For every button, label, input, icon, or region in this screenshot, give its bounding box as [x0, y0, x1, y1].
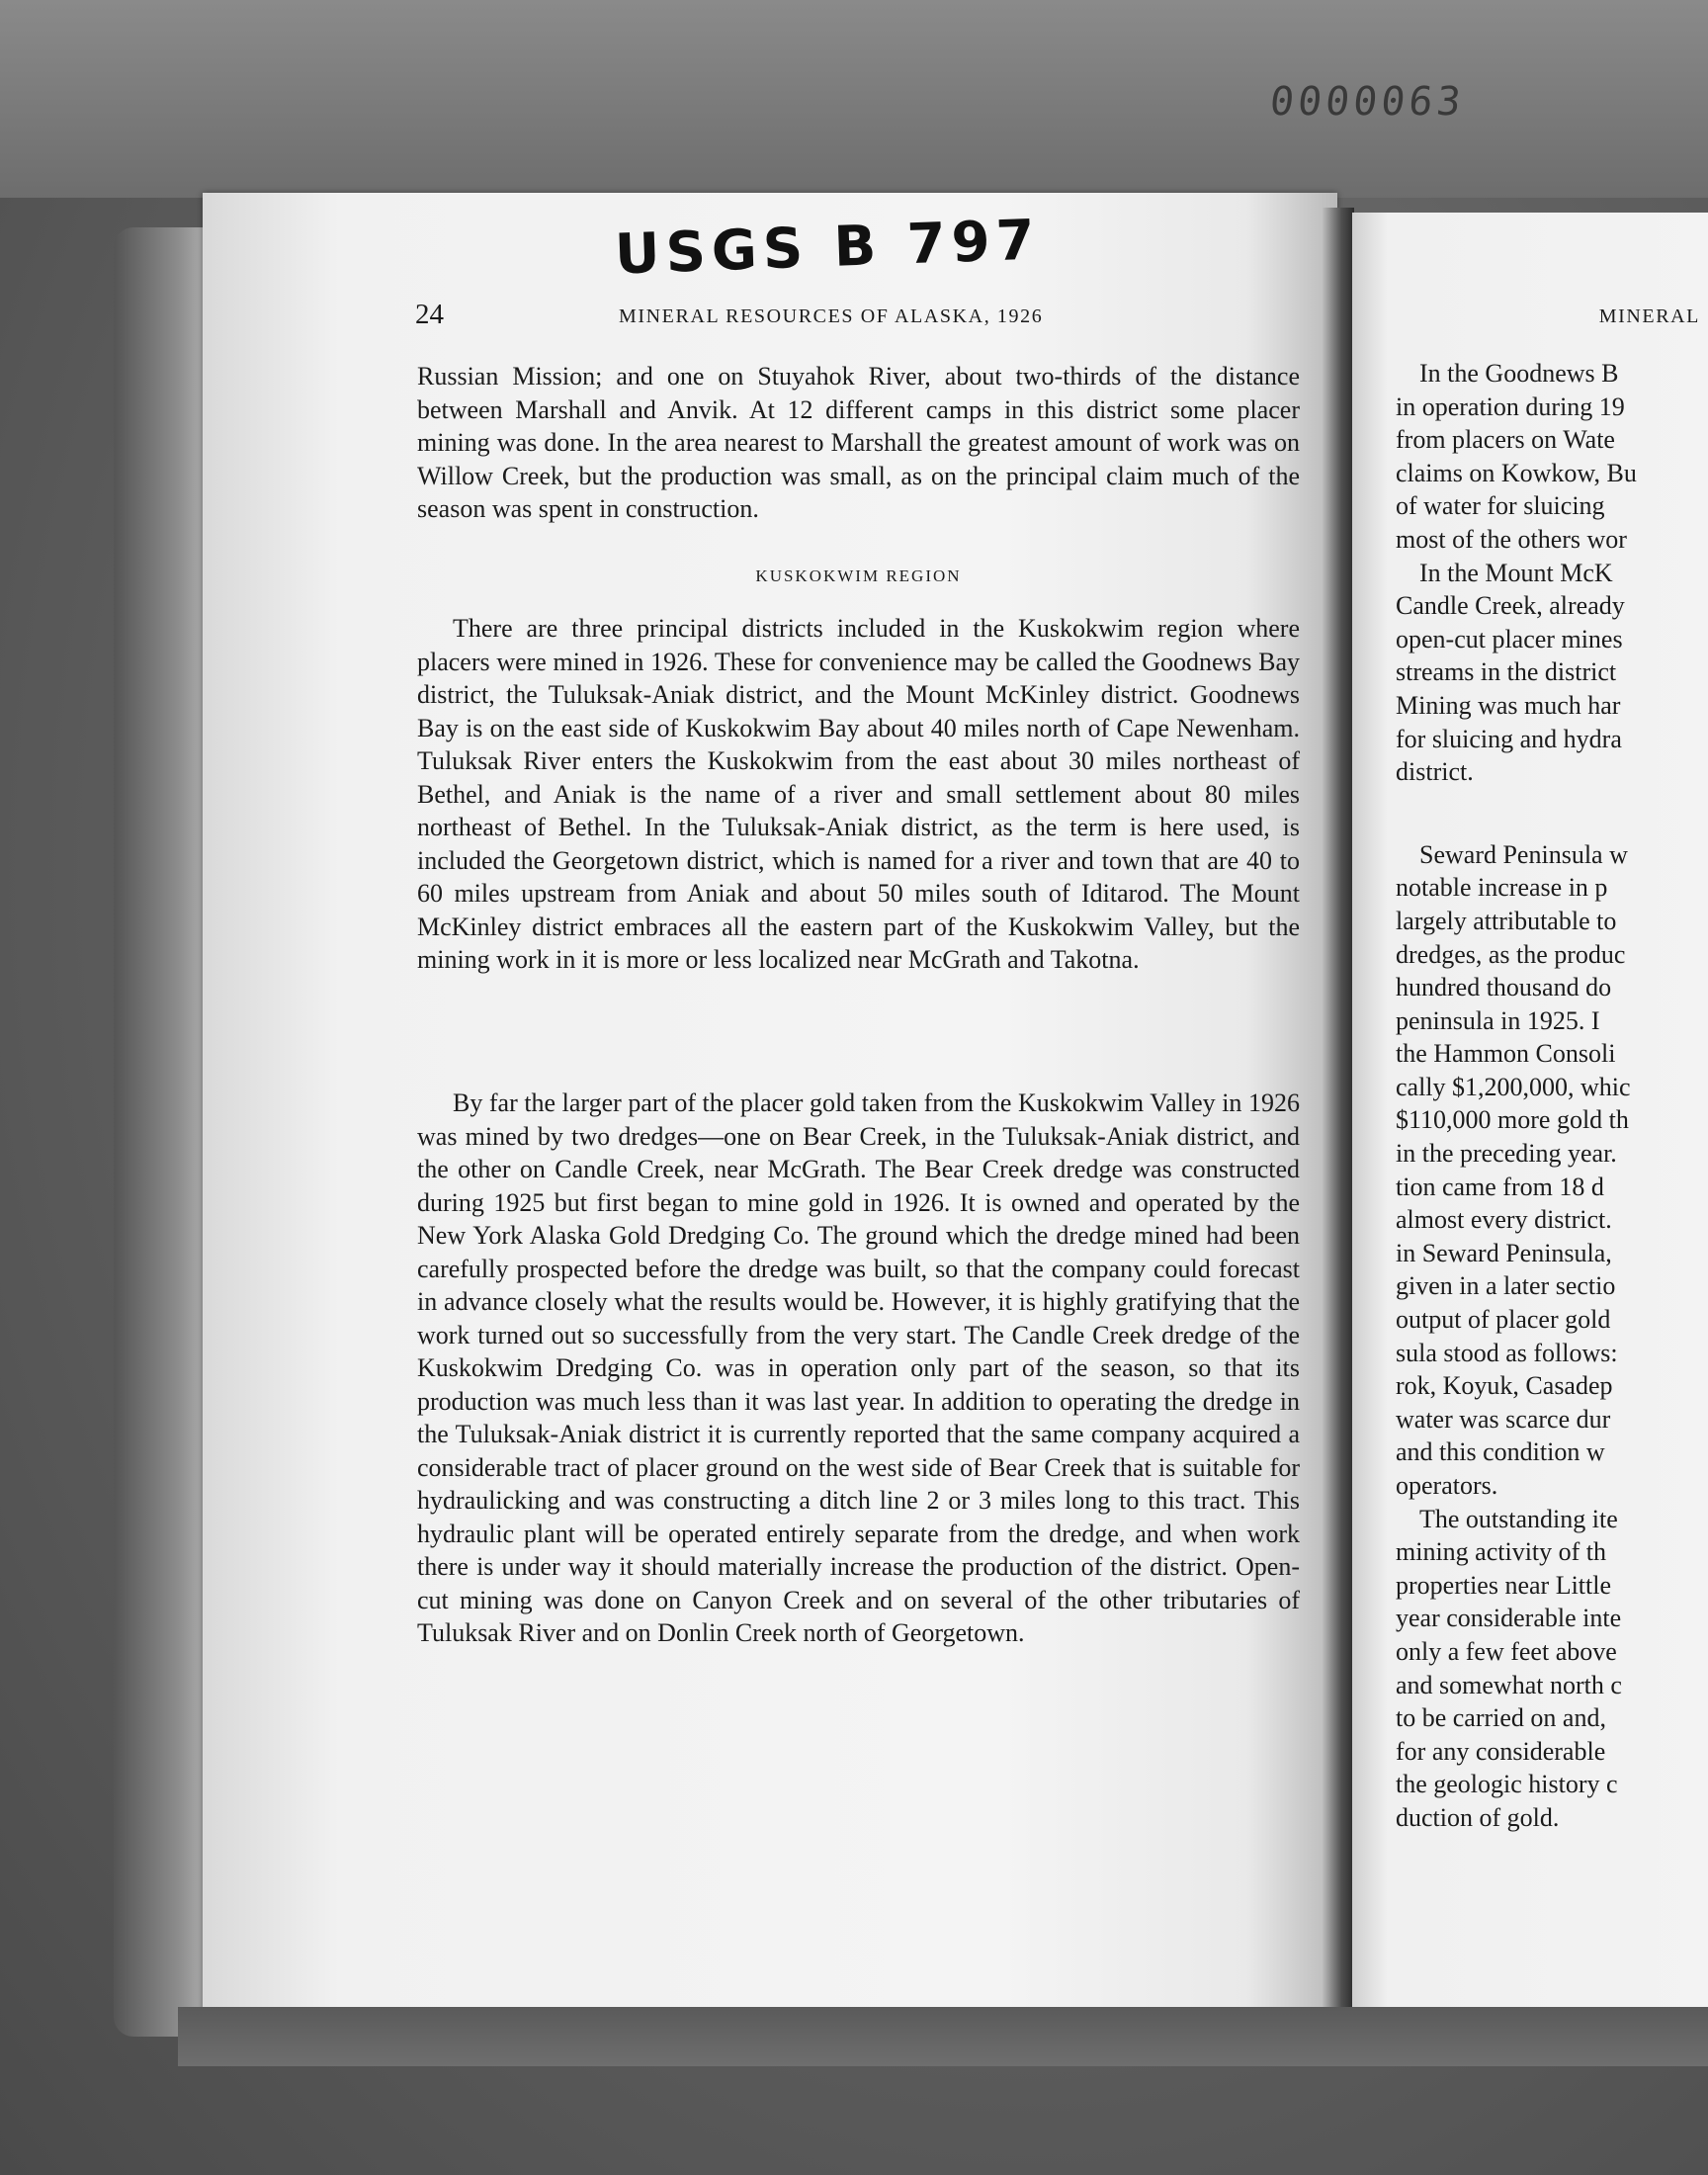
text-line: and somewhat north c — [1396, 1670, 1622, 1699]
text-line: operators. — [1396, 1471, 1498, 1500]
right-page — [1352, 213, 1708, 2012]
right-page-text — [1396, 357, 1708, 1835]
text-line: In the Mount McK — [1419, 558, 1613, 587]
text-line: In the Goodnews B — [1419, 359, 1619, 388]
text-line: in operation during 19 — [1396, 392, 1625, 421]
serial-number: 0000063 — [1267, 79, 1467, 125]
body-text — [417, 360, 1300, 526]
paragraph: There are three principal districts included in the Kuskokwim region where placers were mined in 1926. These for convenience may be called the Goodnews Bay district, the Tuluksak-Aniak district, and the Mount McKinley district. Goodnews Bay is on the east side of Kuskokwim Bay about 40 miles north of Cape Newenham. Tuluksak River enters the Kuskokwim from the east about 30 miles northeast of Bethel, and Aniak is the name of a river and small settlement about 80 miles northeast of Bethel. In the Tuluksak-Aniak district, as the term is here used, is included the Georgetown district, which is named for a river and town that are 40 to 60 miles upstream from Aniak and about 50 miles south of Iditarod. The Mount McKinley district embraces all the eastern part of the Kuskokwim Valley, but the mining work in it is more or less localized near McGrath and Takotna. — [417, 614, 1300, 974]
text-line: and this condition w — [1396, 1437, 1605, 1467]
text-line: given in a later sectio — [1396, 1271, 1616, 1301]
text-line: output of placer gold — [1396, 1305, 1611, 1335]
text-line: most of the others wor — [1396, 524, 1627, 554]
text-line: in the preceding year. — [1396, 1139, 1617, 1169]
right-running-head: MINERAL — [1598, 305, 1700, 327]
text-line: streams in the district — [1396, 657, 1617, 687]
text-line: duction of gold. — [1396, 1802, 1560, 1832]
text-line: notable increase in p — [1396, 873, 1608, 903]
text-line: tion came from 18 d — [1396, 1172, 1604, 1201]
paragraph: Russian Mission; and one on Stuyahok River, about two-thirds of the distance between Marshall and Anvik. At 12 different camps in this district some placer mining was done. In the area nearest to Marshall the greatest amount of work was on Willow Creek, but the production was small, as on the principal claim much of the season was spent in construction. — [417, 362, 1300, 523]
text-line: in Seward Peninsula, — [1396, 1238, 1612, 1267]
text-line: to be carried on and, — [1396, 1703, 1606, 1733]
text-line: water was scarce dur — [1396, 1404, 1611, 1434]
text-line: year considerable inte — [1396, 1604, 1622, 1633]
text-line: Mining was much har — [1396, 690, 1621, 720]
text-line: hundred thousand do — [1396, 973, 1612, 1002]
text-line: of water for sluicing — [1396, 491, 1605, 521]
text-line: peninsula in 1925. I — [1396, 1005, 1600, 1035]
text-line: district. — [1396, 757, 1474, 787]
text-line: claims on Kowkow, Bu — [1396, 458, 1637, 487]
text-line: mining activity of th — [1396, 1537, 1607, 1567]
text-line: Candle Creek, already — [1396, 591, 1625, 621]
running-head: MINERAL RESOURCES OF ALASKA, 1926 — [619, 305, 1044, 327]
text-line: $110,000 more gold th — [1396, 1105, 1629, 1135]
text-line: only a few feet above — [1396, 1636, 1617, 1666]
text-line: the Hammon Consoli — [1396, 1039, 1616, 1069]
body-text — [417, 612, 1300, 977]
text-line: for any considerable — [1396, 1736, 1606, 1766]
handwritten-label: USGS B 797 — [613, 208, 1042, 288]
text-line: the geologic history c — [1396, 1770, 1618, 1799]
paragraph: By far the larger part of the placer gold taken from the Kuskokwim Valley in 1926 was mined by two dredges—one on Bear Creek, in the Tuluksak-Aniak district, and the other on Candle Creek, near McGrath. The Bear Creek dredge was constructed during 1925 but first began to mine gold in 1926. It is owned and operated by the New York Alaska Gold Dredging Co. The ground which the dredge mined had been carefully prospected before the dredge was built, so that the company could forecast in advance closely what the results would be. However, it is highly gratifying that the work turned out so successfully from the very start. The Candle Creek dredge of the Kuskokwim Dredging Co. was in operation only part of the season, so that its production was much less than it was last year. In addition to operating the dredge in the Tuluksak-Aniak district it is currently reported that the same company acquired a considerable tract of placer ground on the west side of Bear Creek that is suitable for hydraulicking and was constructing a ditch line 2 or 3 miles long to this tract. This hydraulic plant will be operated entirely separate from the dredge, and when work there is under way it should materially increase the production of the district. Open-cut mining was done on Canyon Creek and on several of the other tributaries of Tuluksak River and on Donlin Creek north of Georgetown. — [417, 1088, 1300, 1647]
text-line: cally $1,200,000, whic — [1396, 1072, 1631, 1101]
text-line: almost every district. — [1396, 1205, 1612, 1235]
section-heading: KUSKOKWIM REGION — [755, 566, 962, 585]
text-line: The outstanding ite — [1419, 1504, 1618, 1533]
text-line: dredges, as the produc — [1396, 939, 1626, 969]
text-line: sula stood as follows: — [1396, 1338, 1618, 1367]
text-line: open-cut placer mines — [1396, 624, 1623, 653]
body-text — [417, 1087, 1300, 1650]
text-line: properties near Little — [1396, 1570, 1612, 1600]
text-line: for sluicing and hydra — [1396, 724, 1622, 753]
text-line: rok, Koyuk, Casadep — [1396, 1371, 1613, 1401]
page-number: 24 — [415, 299, 444, 330]
book-gutter — [1323, 208, 1354, 2007]
text-line: from placers on Wate — [1396, 425, 1615, 455]
text-line: largely attributable to — [1396, 906, 1617, 935]
text-line: Seward Peninsula w — [1419, 839, 1628, 869]
scan-bottom-shadow — [178, 2007, 1708, 2066]
section-gap — [1396, 789, 1708, 838]
